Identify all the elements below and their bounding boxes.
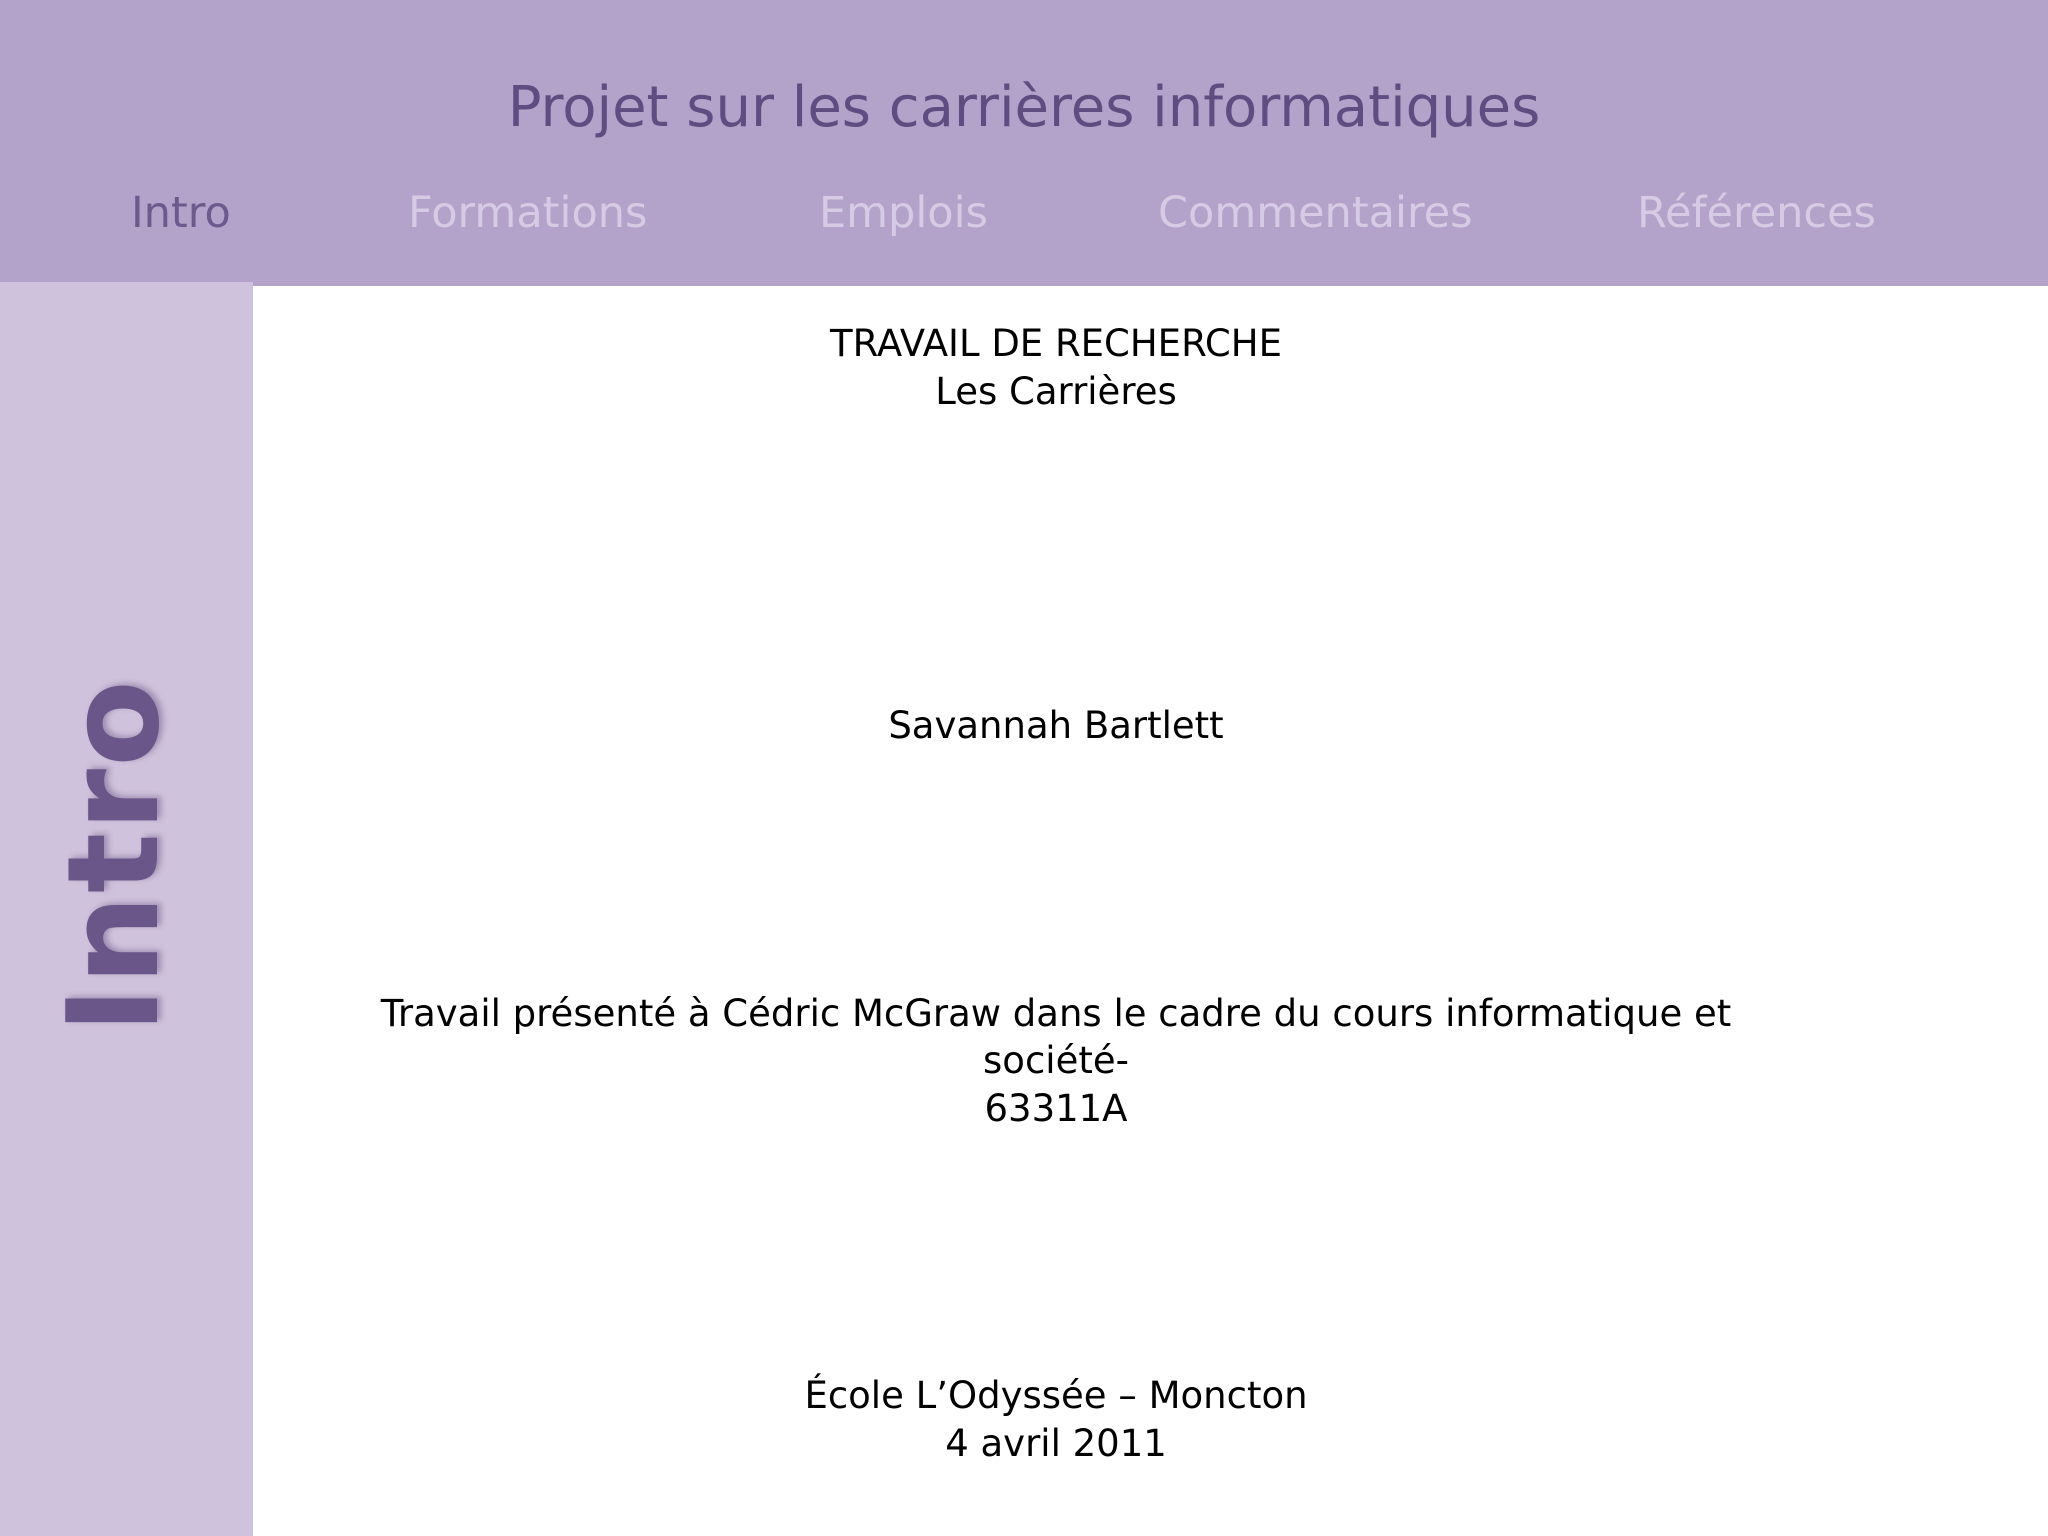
course-code: 63311A — [984, 1087, 1128, 1130]
school-name: École L’Odyssée – Moncton — [804, 1374, 1308, 1417]
presentation-title: Projet sur les carrières informatiques — [507, 75, 1541, 140]
document-subheading: Les Carrières — [935, 370, 1177, 413]
course-name-line: société- — [983, 1039, 1129, 1082]
document-heading: TRAVAIL DE RECHERCHE — [830, 322, 1282, 365]
document-date: 4 avril 2011 — [945, 1422, 1167, 1465]
sidebar-section-label: Intro — [40, 678, 187, 1034]
nav-item-emplois[interactable]: Emplois — [819, 188, 988, 238]
nav-item-commentaires[interactable]: Commentaires — [1158, 188, 1473, 238]
nav-item-intro[interactable]: Intro — [131, 188, 231, 238]
nav-item-formations[interactable]: Formations — [408, 188, 648, 238]
nav-item-references[interactable]: Références — [1637, 188, 1876, 238]
presented-to-line: Travail présenté à Cédric McGraw dans le cadre du cours informatique et — [380, 992, 1732, 1035]
author-name: Savannah Bartlett — [888, 704, 1224, 747]
header-bar — [0, 0, 2048, 286]
